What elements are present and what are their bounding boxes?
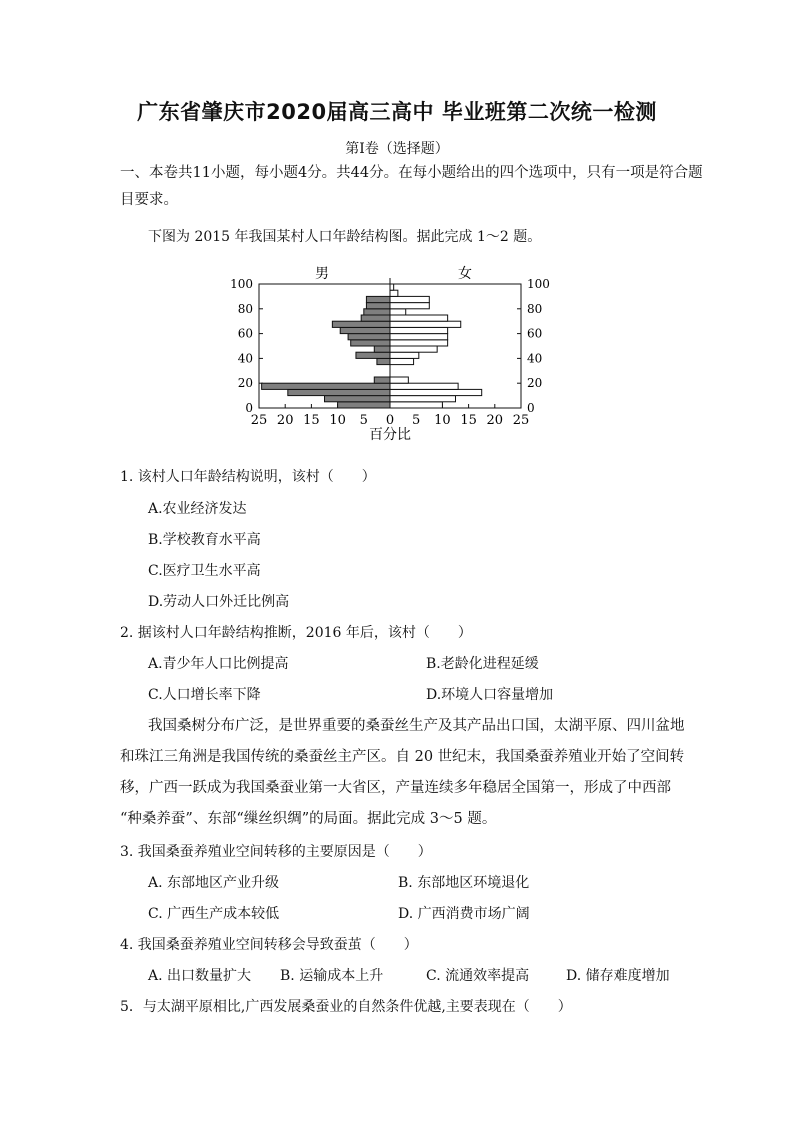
bar-female	[390, 309, 406, 315]
male-label: 男	[315, 266, 329, 282]
x-tick-label: 10	[329, 413, 346, 428]
bar-male	[374, 377, 390, 383]
q4-option-b[interactable]: B. 运输成本上升	[280, 968, 384, 984]
y-tick-label-right: 100	[527, 277, 550, 291]
x-tick-label: 20	[486, 413, 504, 428]
bar-male	[348, 334, 390, 340]
x-tick-label: 5	[359, 413, 368, 428]
bar-female	[390, 352, 419, 358]
bar-female	[390, 346, 437, 352]
bar-male	[356, 352, 390, 358]
bar-female	[390, 340, 448, 346]
bar-female	[390, 296, 429, 302]
x-tick-label: 20	[276, 413, 294, 428]
bar-female	[390, 377, 408, 383]
female-label: 女	[458, 266, 472, 282]
y-tick-label-left: 80	[237, 301, 253, 316]
bar-female	[390, 315, 448, 321]
bar-female	[390, 402, 442, 408]
q2-option-a[interactable]: A.青少年人口比例提高	[148, 656, 289, 672]
bar-female	[390, 290, 398, 296]
q2-option-c[interactable]: C.人口增长率下降	[148, 687, 261, 703]
bar-female	[390, 334, 448, 340]
bar-male	[340, 327, 390, 333]
question-1-stem: 1. 该村人口年龄结构说明，该村（ ）	[120, 469, 376, 485]
passage-line-1: 我国桑树分布广泛，是世界重要的桑蚕丝生产及其产品出口国，太湖平原、四川盆地	[148, 718, 685, 734]
bar-male	[262, 383, 390, 389]
bar-male	[366, 303, 390, 309]
bar-male	[288, 389, 390, 395]
x-tick-label: 5	[412, 413, 421, 428]
bar-female	[390, 321, 461, 327]
page-title: 广东省肇庆市2020届高三高中 毕业班第二次统一检测	[137, 100, 657, 124]
q3-option-a[interactable]: A. 东部地区产业升级	[148, 875, 280, 891]
question-4-stem: 4. 我国桑蚕养殖业空间转移会导致蚕茧（ ）	[120, 937, 418, 953]
y-tick-label-left: 100	[230, 277, 253, 291]
bar-male	[366, 296, 390, 302]
y-tick-label-right: 80	[527, 301, 543, 316]
x-axis-label: 百分比	[369, 427, 411, 443]
y-tick-label-right: 40	[527, 351, 543, 366]
y-tick-label-right: 20	[527, 376, 543, 391]
y-tick-label-left: 20	[237, 376, 253, 391]
q2-option-d[interactable]: D.环境人口容量增加	[426, 687, 554, 703]
question-2-stem: 2. 据该村人口年龄结构推断，2016 年后，该村（ ）	[120, 625, 472, 641]
q3-option-d[interactable]: D. 广西消费市场广阔	[398, 906, 530, 922]
bar-male	[364, 309, 390, 315]
bar-female	[390, 358, 414, 364]
y-tick-label-right: 60	[527, 326, 543, 341]
bar-male	[338, 402, 390, 408]
x-tick-label: 10	[434, 413, 451, 428]
instructions-line-1: 一、本卷共11小题，每小题4分。共44分。在每小题给出的四个选项中，只有一项是符合题	[120, 165, 703, 181]
bar-male	[351, 340, 390, 346]
bar-female	[390, 389, 482, 395]
question-5-stem: 5．与太湖平原相比,广西发展桑蚕业的自然条件优越,主要表现在（ ）	[120, 999, 572, 1015]
q2-option-b[interactable]: B.老龄化进程延缓	[426, 656, 539, 672]
y-tick-label-left: 40	[237, 351, 253, 366]
bar-female	[390, 303, 429, 309]
bar-male	[361, 315, 390, 321]
passage-line-3: 移，广西一跃成为我国桑蚕业第一大省区，产量连续多年稳居全国第一，形成了中西部	[120, 780, 671, 796]
x-tick-label: 0	[385, 413, 395, 428]
x-tick-label: 25	[512, 413, 530, 428]
question-3-stem: 3. 我国桑蚕养殖业空间转移的主要原因是（ ）	[120, 844, 432, 860]
bar-male	[332, 321, 390, 327]
chart-intro: 下图为 2015 年我国某村人口年龄结构图。据此完成 1～2 题。	[148, 229, 542, 245]
q3-option-b[interactable]: B. 东部地区环境退化	[398, 875, 530, 891]
q1-option-c[interactable]: C.医疗卫生水平高	[148, 563, 261, 579]
q3-option-c[interactable]: C. 广西生产成本较低	[148, 906, 280, 922]
bar-female	[390, 396, 456, 402]
passage-line-4: “种桑养蚕”、东部“缫丝织绸”的局面。据此完成 3～5 题。	[120, 811, 497, 827]
passage-line-2: 和珠江三角洲是我国传统的桑蚕丝主产区。自 20 世纪末，我国桑蚕养殖业开始了空间转	[120, 749, 685, 765]
y-tick-label-left: 0	[245, 401, 253, 415]
bar-female	[390, 383, 458, 389]
bar-male	[374, 346, 390, 352]
population-pyramid-chart	[225, 264, 555, 444]
q1-option-d[interactable]: D.劳动人口外迁比例高	[148, 594, 290, 610]
q4-option-c[interactable]: C. 流通效率提高	[426, 968, 530, 984]
x-tick-label: 15	[460, 413, 477, 428]
instructions-line-2: 目要求。	[120, 192, 178, 208]
bar-female	[390, 284, 394, 290]
section-heading: 第Ⅰ卷（选择题）	[345, 141, 449, 157]
q1-option-b[interactable]: B.学校教育水平高	[148, 532, 261, 548]
q4-option-d[interactable]: D. 储存难度增加	[566, 968, 670, 984]
bar-female	[390, 327, 448, 333]
q1-option-a[interactable]: A.农业经济发达	[148, 501, 247, 517]
y-tick-label-right: 0	[527, 401, 535, 415]
q4-option-a[interactable]: A. 出口数量扩大	[148, 968, 252, 984]
x-tick-label: 25	[250, 413, 268, 428]
bar-male	[325, 396, 391, 402]
x-tick-label: 15	[303, 413, 320, 428]
y-tick-label-left: 60	[237, 326, 253, 341]
bar-male	[377, 358, 390, 364]
